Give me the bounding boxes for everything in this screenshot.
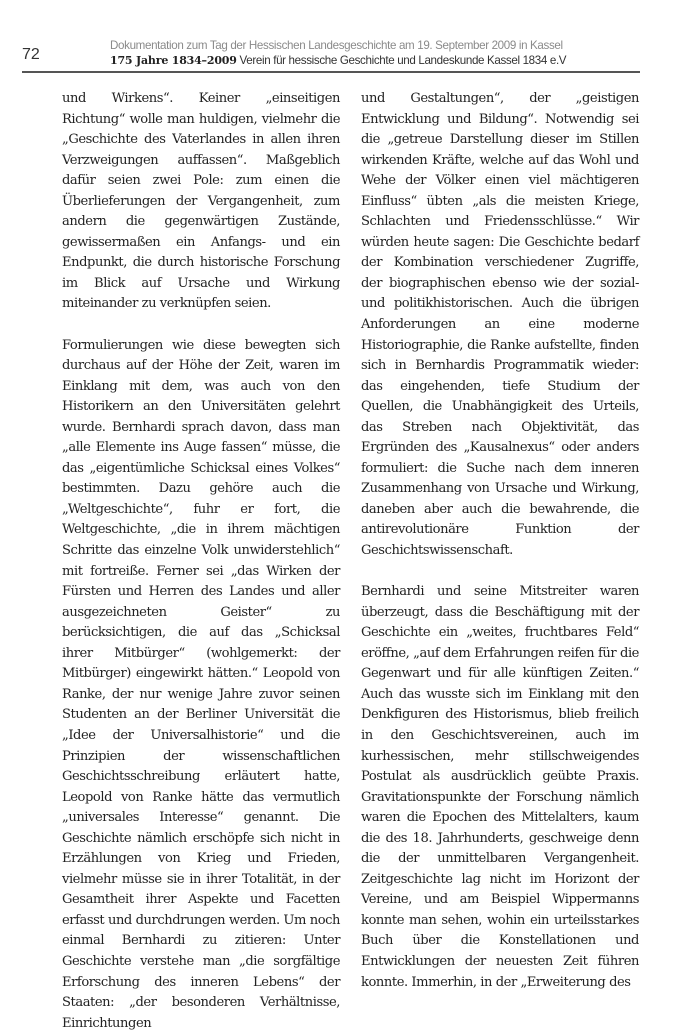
paragraph: und Gestaltungen“, der „geistigen Entwicklung und Bildung“. Notwendig sei die „getreue Darstellung dieser im Stillen wirkenden Kräfte, welche auf das Wohl und Wehe der Völker einen viel mächtigeren Einfluss“ übten „als die meisten Kriege, Schlachten und Friedensschlüsse.“ Wir würden heute sagen: Die Geschichte bedarf der Kombination verschiedener Zugriffe, der biographischen ebenso wie der sozial- und politikhistorischen. Auch die übrigen Anforderungen an eine moderne Historiographie, die Ranke aufstellte, finden sich in Bernhardis Programmatik wieder: das eingehenden, tiefe Studium der Quellen, die Unabhängigkeit des Urteils, das Streben nach Objektivität, das Ergründen des „Kausalnexus“ oder anders formuliert: die Suche nach dem inneren Zusammenhang von Ursache und Wirkung, daneben aber auch die bewahrende, die antirevolutionäre Funktion der Geschichtswissenschaft. [361, 91, 639, 559]
header-event-line: Dokumentation zum Tag der Hessischen Landesgeschichte am 19. September 2009 in Kassel [110, 39, 563, 52]
page-number: 72 [22, 46, 40, 63]
text-column-right [361, 89, 639, 993]
paragraph: Formulierungen wie diese bewegten sich durchaus auf der Höhe der Zeit, waren im Einklang mit dem, was auch von den Historikern an den Universitäten gelehrt wurde. Bernhardi sprach davon, dass man „alle Elemente ins Auge fassen“ müsse, die das „eigentümliche Schicksal eines Volkes“ bestimmten. Dazu gehöre auch die „Weltgeschichte“, fuhr er fort, die Weltgeschichte, „die in ihrem mächtigen Schritte das einzelne Volk unwiderstehlich“ mit fortreiße. Ferner sei „das Wirken der Fürsten und Herren des Landes und aller ausgezeichneten Geister“ zu berücksichtigen, die auf das „Schicksal ihrer Mitbürger“ (wohlgemerkt: der Mitbürger) eingewirkt hätten.“ Leopold von Ranke, der nur wenige Jahre zuvor seinen Studenten an der Berliner Universität die „Idee der Universalhistorie“ und die Prinzipien der wissenschaftlichen Geschichtsschreibung erläutert hatte, Leopold von Ranke hätte das vermutlich „universales Interesse“ genannt. Die Geschichte nämlich erschöpfe sich nicht in Erzählungen von Krieg und Frieden, vielmehr müsse sie in ihrer Totalität, in der Gesamtheit ihrer Aspekte und Facetten erfasst und durchdrungen werden. Um noch einmal Bernhardi zu zitieren: Unter Geschichte verstehe man „die sorgfältige Erforschung des inneren Lebens“ der Staaten: „der besonderen Verhältnisse, Einrichtungen [62, 337, 340, 1031]
paragraph: Bernhardi und seine Mitstreiter waren überzeugt, dass die Beschäftigung mit der Geschichte ein „weites, fruchtbares Feld“ eröffne, „auf dem Erfahrungen reifen für die Gegenwart und für alle künftigen Zeiten.“ Auch das wusste sich im Einklang mit den Denkfiguren des Historismus, blieb freilich in den Geschichtsvereinen, auch im kurhessischen, mehr stillschweigendes Postulat als ausdrücklich geübte Praxis. Gravitationspunkte der Forschung nämlich waren die Epochen des Mittelalters, kaum die des 18. Jahrhunderts, geschweige denn die der unmittelbaren Vergangenheit. Zeitgeschichte lag nicht im Horizont der Vereine, und am Beispiel Wippermanns konnte man sehen, wohin ein urteilsstarkes Buch über die Konstellationen und Entwicklungen der neuesten Zeit führen konnte. Immerhin, in der „Erweiterung des [361, 584, 639, 990]
header-society-line [110, 53, 630, 68]
paragraph: und Wirkens“. Keiner „einseitigen Richtung“ wolle man huldigen, vielmehr die „Geschichte des Vaterlandes in allen ihren Verzweigungen auffassen“. Maßgeblich dafür seien zwei Pole: zum einen die Überlieferungen der Vergangenheit, zum andern die gegenwärtigen Zustände, gewissermaßen ein Anfangs- und ein Endpunkt, die durch historische Forschung im Blick auf Ursache und Wirkung miteinander zu verknüpfen seien. [62, 91, 340, 312]
header-divider [22, 71, 640, 73]
text-column-left [62, 89, 340, 1034]
anniversary-mark: 175 Jahre 1834–2009 [110, 54, 237, 67]
running-header [110, 38, 630, 68]
society-name: Verein für hessische Geschichte und Landeskunde Kassel 1834 e.V [236, 54, 567, 67]
